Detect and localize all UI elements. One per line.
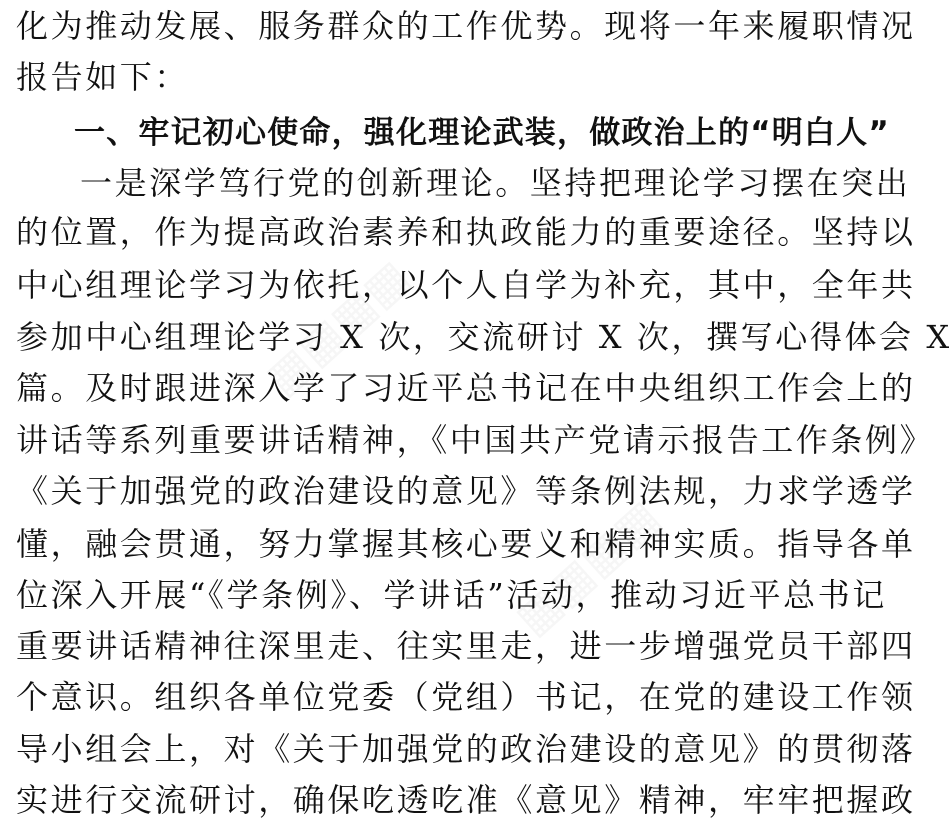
paragraph-line: 的位置，作为提高政治素养和执政能力的重要途径。坚持以 <box>16 213 916 251</box>
paragraph-line: 懂，融会贯通，努力掌握其核心要义和精神实质。指导各单 <box>16 525 916 563</box>
paragraph-line: 导小组会上，对《关于加强党的政治建设的意见》的贯彻落 <box>16 730 916 768</box>
paragraph-line: 位深入开展“《学条例》、学讲话”活动，推动习近平总书记 <box>16 576 887 614</box>
paragraph-line: 实进行交流研讨，确保吃透吃准《意见》精神，牢牢把握政 <box>16 781 916 819</box>
watermark-2 <box>504 489 669 645</box>
paragraph-line: 篇。及时跟进深入学了习近平总书记在中央组织工作会上的 <box>16 369 916 407</box>
paragraph-line: 化为推动发展、服务群众的工作优势。现将一年来履职情况 <box>16 7 916 45</box>
paragraph-line: 报告如下： <box>16 58 190 96</box>
paragraph-line: 个意识。组织各单位党委（党组）书记，在党的建设工作领 <box>16 678 916 716</box>
paragraph-line: 《关于加强党的政治建设的意见》等条例法规，力求学透学 <box>16 472 916 510</box>
paragraph-line: 一是深学笃行党的创新理论。坚持把理论学习摆在突出 <box>80 164 911 202</box>
paragraph-line: 参加中心组理论学习 X 次，交流研讨 X 次，撰写心得体会 X <box>16 318 952 356</box>
section-heading: 一、牢记初心使命，强化理论武装，做政治上的“明白人” <box>74 115 890 151</box>
paragraph-line: 中心组理论学习为依托，以个人自学为补充，其中，全年共 <box>16 266 916 304</box>
paragraph-line: 讲话等系列重要讲话精神，《中国共产党请示报告工作条例》 <box>16 421 935 459</box>
paragraph-line: 重要讲话精神往深里走、往实里走，进一步增强党员干部四 <box>16 627 916 665</box>
